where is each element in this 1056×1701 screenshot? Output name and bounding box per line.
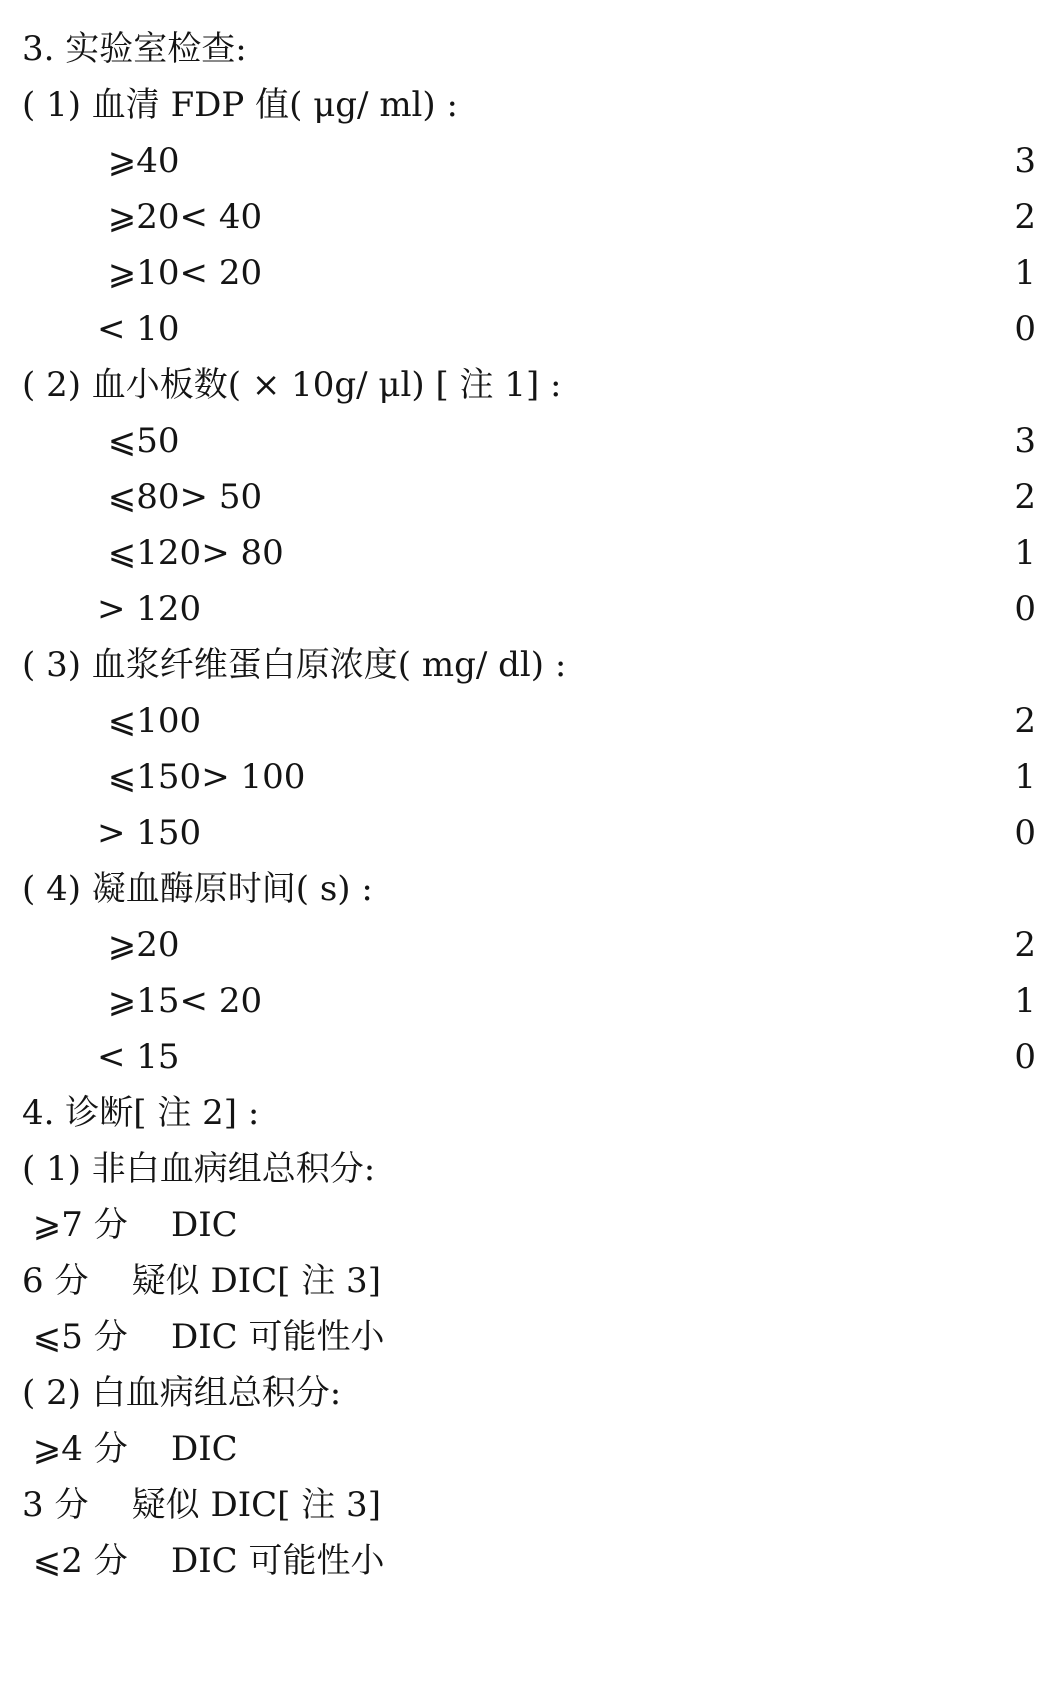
criteria-row	[0, 525, 1056, 581]
criteria-range: ⩽100	[97, 701, 202, 741]
line-text: ( 2) 血小板数( × 10g/ μl) [ 注 1] :	[22, 365, 562, 405]
criteria-range: ⩾20< 40	[97, 197, 263, 237]
subsection-heading-prothrombin-time	[0, 861, 1056, 917]
criteria-score: 3	[1014, 421, 1036, 461]
criteria-row	[0, 133, 1056, 189]
criteria-range: ⩽80> 50	[97, 477, 263, 517]
diagnosis-text: ⩽5 分 DIC 可能性小	[22, 1317, 385, 1357]
criteria-row	[0, 917, 1056, 973]
criteria-row	[0, 749, 1056, 805]
criteria-row	[0, 301, 1056, 357]
criteria-row	[0, 245, 1056, 301]
subsection-heading-non-leukemia	[0, 1141, 1056, 1197]
criteria-score: 1	[1014, 253, 1036, 293]
criteria-row	[0, 693, 1056, 749]
criteria-range: ⩾40	[97, 141, 180, 181]
criteria-range: > 150	[97, 813, 202, 853]
criteria-score: 0	[1014, 589, 1036, 629]
criteria-range: ⩾20	[97, 925, 180, 965]
section-heading-diagnosis	[0, 1085, 1056, 1141]
line-text: 4. 诊断[ 注 2] :	[22, 1093, 260, 1133]
criteria-row	[0, 469, 1056, 525]
diagnosis-text: ⩾4 分 DIC	[22, 1429, 238, 1469]
criteria-score: 2	[1014, 701, 1036, 741]
section-heading-lab-tests	[0, 21, 1056, 77]
criteria-score: 1	[1014, 981, 1036, 1021]
line-text: ( 2) 白血病组总积分:	[22, 1373, 342, 1413]
criteria-row	[0, 973, 1056, 1029]
diagnosis-row	[0, 1253, 1056, 1309]
criteria-row	[0, 189, 1056, 245]
line-text: 3. 实验室检查:	[22, 29, 247, 69]
criteria-range: < 15	[97, 1037, 180, 1077]
criteria-row	[0, 805, 1056, 861]
criteria-score: 0	[1014, 1037, 1036, 1077]
diagnosis-text: 6 分 疑似 DIC[ 注 3]	[22, 1261, 381, 1301]
criteria-score: 2	[1014, 197, 1036, 237]
diagnosis-row	[0, 1197, 1056, 1253]
criteria-row	[0, 1029, 1056, 1085]
criteria-range: ⩽50	[97, 421, 180, 461]
criteria-range: < 10	[97, 309, 180, 349]
criteria-row	[0, 413, 1056, 469]
diagnosis-row	[0, 1533, 1056, 1589]
criteria-score: 1	[1014, 757, 1036, 797]
criteria-range: ⩾15< 20	[97, 981, 263, 1021]
subsection-heading-platelets	[0, 357, 1056, 413]
subsection-heading-fdp	[0, 77, 1056, 133]
diagnosis-row	[0, 1421, 1056, 1477]
criteria-range: ⩾10< 20	[97, 253, 263, 293]
line-text: ( 4) 凝血酶原时间( s) :	[22, 869, 373, 909]
criteria-score: 1	[1014, 533, 1036, 573]
criteria-score: 3	[1014, 141, 1036, 181]
line-text: ( 1) 血清 FDP 值( μg/ ml) :	[22, 85, 458, 125]
criteria-range: ⩽120> 80	[97, 533, 284, 573]
criteria-range: > 120	[97, 589, 202, 629]
diagnosis-text: ⩾7 分 DIC	[22, 1205, 238, 1245]
criteria-score: 0	[1014, 309, 1036, 349]
criteria-range: ⩽150> 100	[97, 757, 306, 797]
diagnosis-text: 3 分 疑似 DIC[ 注 3]	[22, 1485, 381, 1525]
criteria-score: 2	[1014, 925, 1036, 965]
diagnosis-text: ⩽2 分 DIC 可能性小	[22, 1541, 385, 1581]
subsection-heading-leukemia	[0, 1365, 1056, 1421]
subsection-heading-fibrinogen	[0, 637, 1056, 693]
line-text: ( 1) 非白血病组总积分:	[22, 1149, 376, 1189]
diagnosis-row	[0, 1309, 1056, 1365]
criteria-row	[0, 581, 1056, 637]
criteria-score: 2	[1014, 477, 1036, 517]
criteria-score: 0	[1014, 813, 1036, 853]
diagnosis-row	[0, 1477, 1056, 1533]
line-text: ( 3) 血浆纤维蛋白原浓度( mg/ dl) :	[22, 645, 567, 685]
